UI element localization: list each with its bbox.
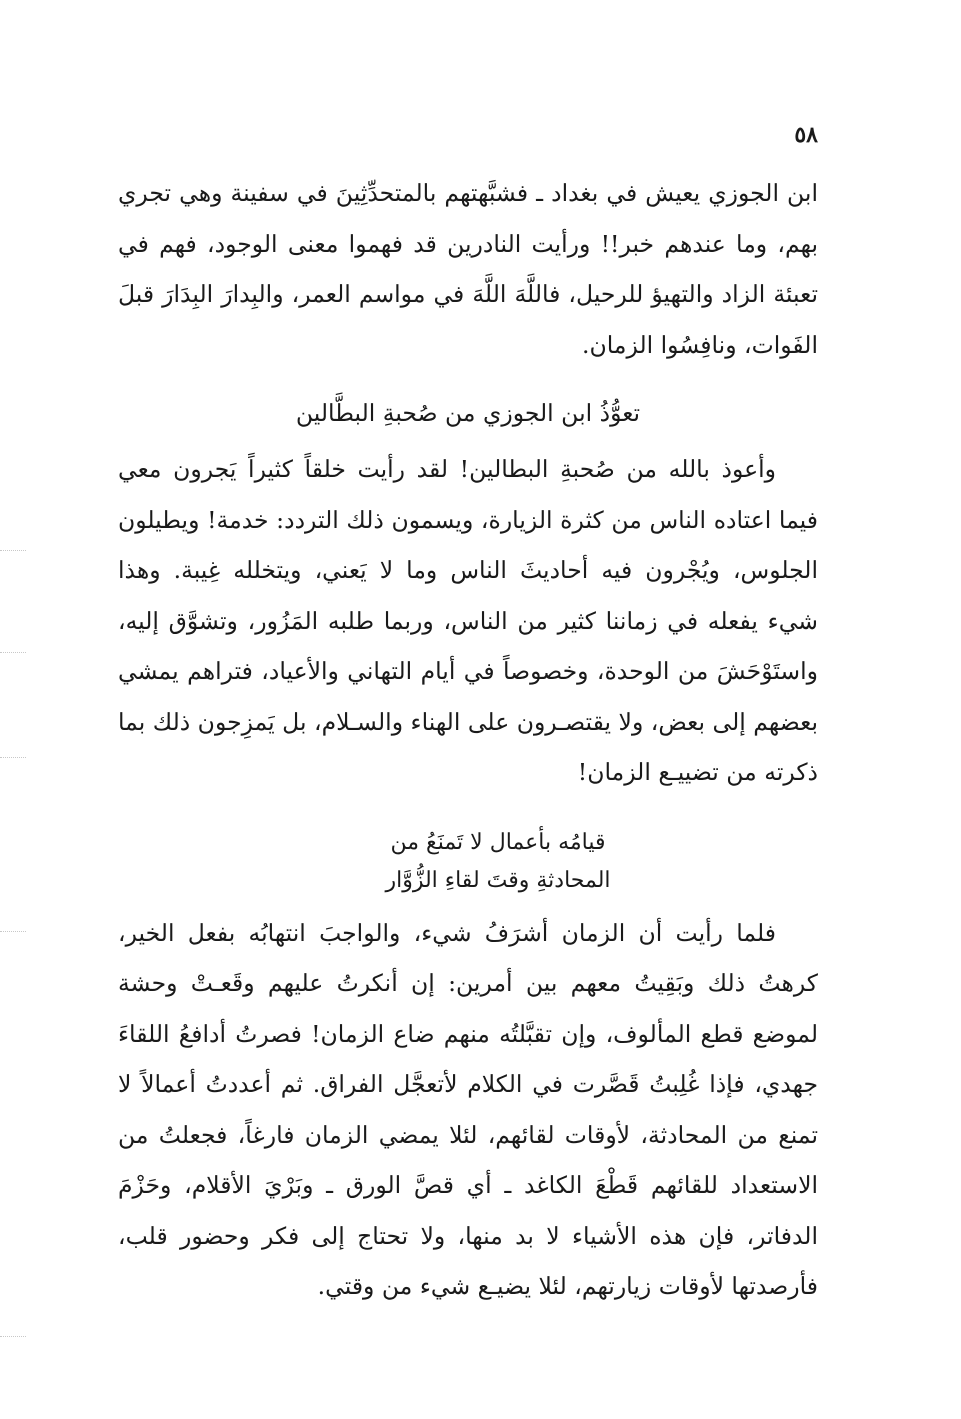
section-heading: تعوُّذُ ابن الجوزي من صُحبةِ البطَّالين — [295, 399, 641, 427]
margin-mark — [0, 1336, 26, 1337]
margin-mark — [0, 931, 26, 932]
paragraph-3: فلما رأيت أن الزمان أشرَفُ شيء، والواجبَ انتهابُه بفعل الخير، كرهتُ ذلك وبَقِيتُ معهم بين أمرين: إن أنكرتُ عليهم وقَعـتْ وحشة لموضع قطع المألوف، وإن تقبَّلتُه منهم ضاع الزمان! فصرتُ أدافعُ اللقاءَ جهدي، فإذا غُلِبتُ قَصَّرت في الكلام لأتعجَّل الفراق. ثم أعددتُ أعمالاً لا تمنع من المحادثة، لأوقات لقائهم، لئلا يمضي الزمان فارغاً، فجعلتُ من الاستعداد للقائهم قَطْعَ الكاغد ـ أي قصَّ الورق ـ وبَرْيَ الأقلام، وحَزْمَ الدفاتر، فإن هذه الأشياء لا بد منها، ولا تحتاج إلى فكر وحضور قلب، فأرصدتها لأوقات زيارتهم، لئلا يضيـع شيء من وقتي. — [118, 918, 818, 1300]
subheading — [118, 824, 818, 900]
book-page — [118, 120, 818, 1312]
subheading-line-2: المحادثةِ وقتَ لقاءِ الزُّوَّار — [385, 867, 611, 893]
paragraph-1: ابن الجوزي يعيش في بغداد ـ فشبَّهتهم بالمتحدِّثِينَ في سفينة وهي تجري بهم، وما عندهم خبر!! ورأيت النادرين قد فهموا معنى الوجود، فهم في تعبئة الزاد والتهيؤ للرحيل، فاللَّهَ اللَّهَ في مواسم العمر، والبِدارَ البِدَارَ قبلَ الفَوات، ونافِسُوا الزمان. — [118, 179, 818, 359]
subheading-line-1: قيامُه بأعمال لا تَمنَعُ من — [390, 829, 606, 855]
margin-mark — [0, 757, 26, 758]
page-number: ٥٨ — [794, 122, 818, 148]
margin-mark — [0, 550, 26, 551]
paragraph-2: وأعوذ بالله من صُحبةِ البطالين! لقد رأيت خلقاً كثيراً يَجرون معي فيما اعتاده الناس من كثرة الزيارة، ويسمون ذلك التردد: خدمة! ويطيلون الجلوس، ويُجْرون فيه أحاديثَ الناس وما لا يَعني، ويتخلله غِيبة. وهذا شيء يفعله في زماننا كثير من الناس، وربما طلبه المَزُور، وتشوَّق إليه، واستَوْحَشَ من الوحدة، وخصوصاً في أيام التهاني والأعياد، فتراهم يمشي بعضهم إلى بعض، ولا يقتصـرون على الهناء والسـلام، بل يَمزِجون ذلك بما ذكرته من تضييـع الزمان! — [118, 455, 818, 786]
margin-mark — [0, 652, 26, 653]
